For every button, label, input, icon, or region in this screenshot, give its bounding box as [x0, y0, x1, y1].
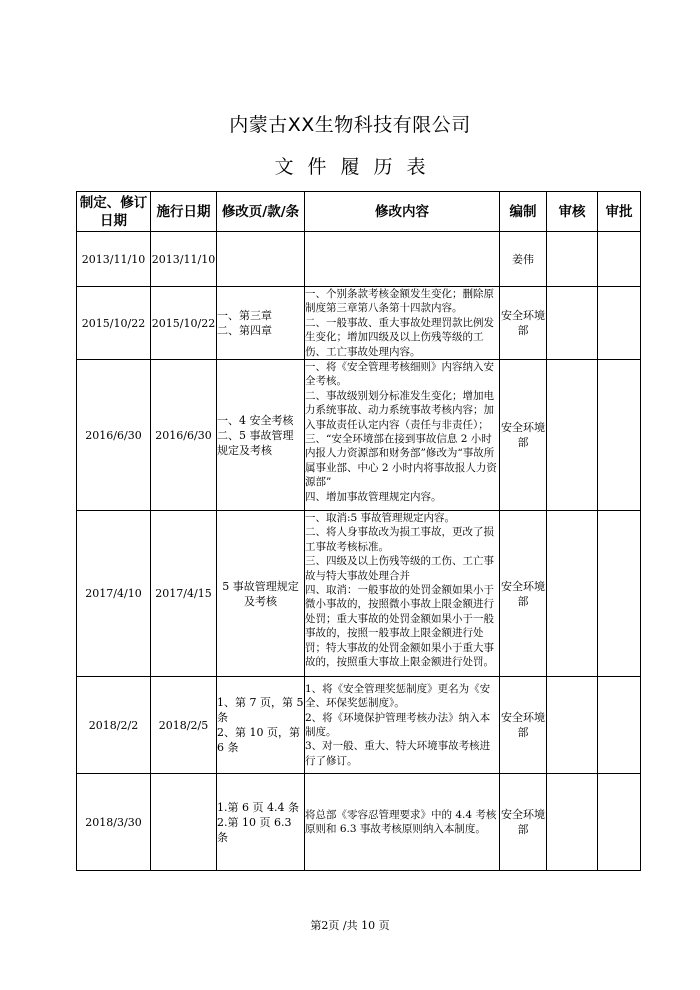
- modified-page-cell: [217, 677, 305, 774]
- table-row: [77, 511, 641, 677]
- table-header-row: [77, 192, 641, 232]
- header-modification-content: 修改内容: [305, 192, 500, 232]
- review-cell: [547, 774, 598, 871]
- content-paragraph: 3、对一般、重大、特大环境事故考核进行了修订。: [305, 740, 491, 767]
- revision-date-cell: 2017/4/10: [77, 511, 151, 677]
- content-paragraph: 二、将人身事故改为损工事故，更改了损工事故考核标准。: [305, 526, 494, 553]
- document-title: 文件履历表: [274, 156, 440, 178]
- modification-content-cell: [305, 511, 500, 677]
- page-line: 一、第三章: [217, 309, 272, 323]
- review-cell: [547, 232, 598, 287]
- author-cell: 安全环境部: [500, 677, 547, 774]
- modification-content-cell: [305, 232, 500, 287]
- content-paragraph: 四、增加事故管理规定内容。: [305, 490, 442, 503]
- approve-cell: [598, 774, 641, 871]
- modified-page-cell: [217, 232, 305, 287]
- content-paragraph: 一、个别条款考核金额发生变化；删除原制度第三章第八条第十四款内容。: [305, 288, 494, 315]
- content-paragraph: 四、取消：一般事故的处罚金额如果小于微小事故的，按照微小事故上限金额进行处罚；重大事故的处罚金额如果小于一般事故的，按照一般事故上限金额进行处罚；特大事故的处罚金额如果小于重大事故的，按照重大事故上限金额进行处罚。: [305, 584, 494, 669]
- table-row: [77, 774, 641, 871]
- table-row: [77, 677, 641, 774]
- header-author: 编制: [500, 192, 547, 232]
- content-paragraph: 二、事故级别划分标准发生变化；增加电力系统事故、动力系统事故考核内容；加入事故责任认定内容（责任与非责任）；: [305, 389, 494, 431]
- modification-content-cell: [305, 677, 500, 774]
- review-cell: [547, 360, 598, 511]
- revision-date-cell: 2018/2/2: [77, 677, 151, 774]
- company-name: 内蒙古XX生物科技有限公司: [229, 114, 471, 136]
- approve-cell: [598, 232, 641, 287]
- review-cell: [547, 287, 598, 360]
- page-line: 一、4 安全考核: [217, 413, 294, 427]
- author-cell: 姜伟: [500, 232, 547, 287]
- approve-cell: [598, 511, 641, 677]
- modified-page-cell: [217, 511, 305, 677]
- author-cell: 安全环境部: [500, 360, 547, 511]
- header-revision-date: 制定、修订日期: [77, 192, 151, 232]
- revision-history-table: [76, 191, 641, 871]
- content-paragraph: 三、“安全环境部在接到事故信息 2 小时内报人力资源部和财务部”修改为“事故所属事业部、中心 2 小时内将事故报人力资源部”: [305, 433, 497, 489]
- page-footer: 第2页 /共 10 页: [310, 919, 390, 932]
- page-line: 二、第四章: [217, 324, 272, 338]
- modified-page-cell: [217, 774, 305, 871]
- implementation-date-cell: 2016/6/30: [151, 360, 217, 511]
- content-paragraph: 1、将《安全管理奖惩制度》更名为《安全、环保奖惩制度》。: [305, 682, 491, 710]
- page-line: 5 事故管理规定及考核: [222, 579, 299, 608]
- implementation-date-cell: 2015/10/22: [151, 287, 217, 360]
- approve-cell: [598, 360, 641, 511]
- content-paragraph: 二、一般事故、重大事故处理罚款比例发生变化；增加四级及以上伤残等级的工伤、工亡事故处理内容。: [305, 316, 494, 358]
- content-paragraph: 2、将《环境保护管理考核办法》纳入本制度。: [305, 711, 491, 739]
- revision-date-cell: 2016/6/30: [77, 360, 151, 511]
- content-paragraph: 将总部《零容忍管理要求》中的 4.4 考核原则和 6.3 事故考核原则纳入本制度。: [305, 808, 497, 836]
- table-row: [77, 287, 641, 360]
- content-paragraph: 三、四级及以上伤残等级的工伤、工亡事故与特大事故处理合并: [305, 555, 494, 582]
- modification-content-cell: [305, 287, 500, 360]
- review-cell: [547, 511, 598, 677]
- review-cell: [547, 677, 598, 774]
- page-line: 1、第 7 页，第 5 条: [217, 696, 304, 725]
- content-paragraph: 一、将《安全管理考核细则》内容纳入安全考核。: [305, 361, 494, 388]
- approve-cell: [598, 287, 641, 360]
- modified-page-cell: [217, 360, 305, 511]
- header-implementation-date: 施行日期: [151, 192, 217, 232]
- revision-date-cell: 2015/10/22: [77, 287, 151, 360]
- author-cell: 安全环境部: [500, 287, 547, 360]
- implementation-date-cell: 2018/2/5: [151, 677, 217, 774]
- header-modified-page: 修改页/款/条: [217, 192, 305, 232]
- implementation-date-cell: [151, 774, 217, 871]
- header-approve: 审批: [598, 192, 641, 232]
- author-cell: 安全环境部: [500, 511, 547, 677]
- table-row: [77, 360, 641, 511]
- modification-content-cell: [305, 360, 500, 511]
- modification-content-cell: [305, 774, 500, 871]
- page-line: 二、5 事故管理规定及考核: [217, 428, 294, 457]
- implementation-date-cell: 2017/4/15: [151, 511, 217, 677]
- content-paragraph: 一、取消:5 事故管理规定内容。: [305, 512, 456, 525]
- revision-date-cell: 2018/3/30: [77, 774, 151, 871]
- modified-page-cell: [217, 287, 305, 360]
- table-row: [77, 232, 641, 287]
- header-review: 审核: [547, 192, 598, 232]
- author-cell: 安全环境部: [500, 774, 547, 871]
- page-line: 1.第 6 页 4.4 条: [217, 800, 299, 814]
- implementation-date-cell: 2013/11/10: [151, 232, 217, 287]
- revision-date-cell: 2013/11/10: [77, 232, 151, 287]
- approve-cell: [598, 677, 641, 774]
- page-line: 2.第 10 页 6.3 条: [217, 815, 292, 844]
- page-line: 2、第 10 页，第 6 条: [217, 726, 300, 755]
